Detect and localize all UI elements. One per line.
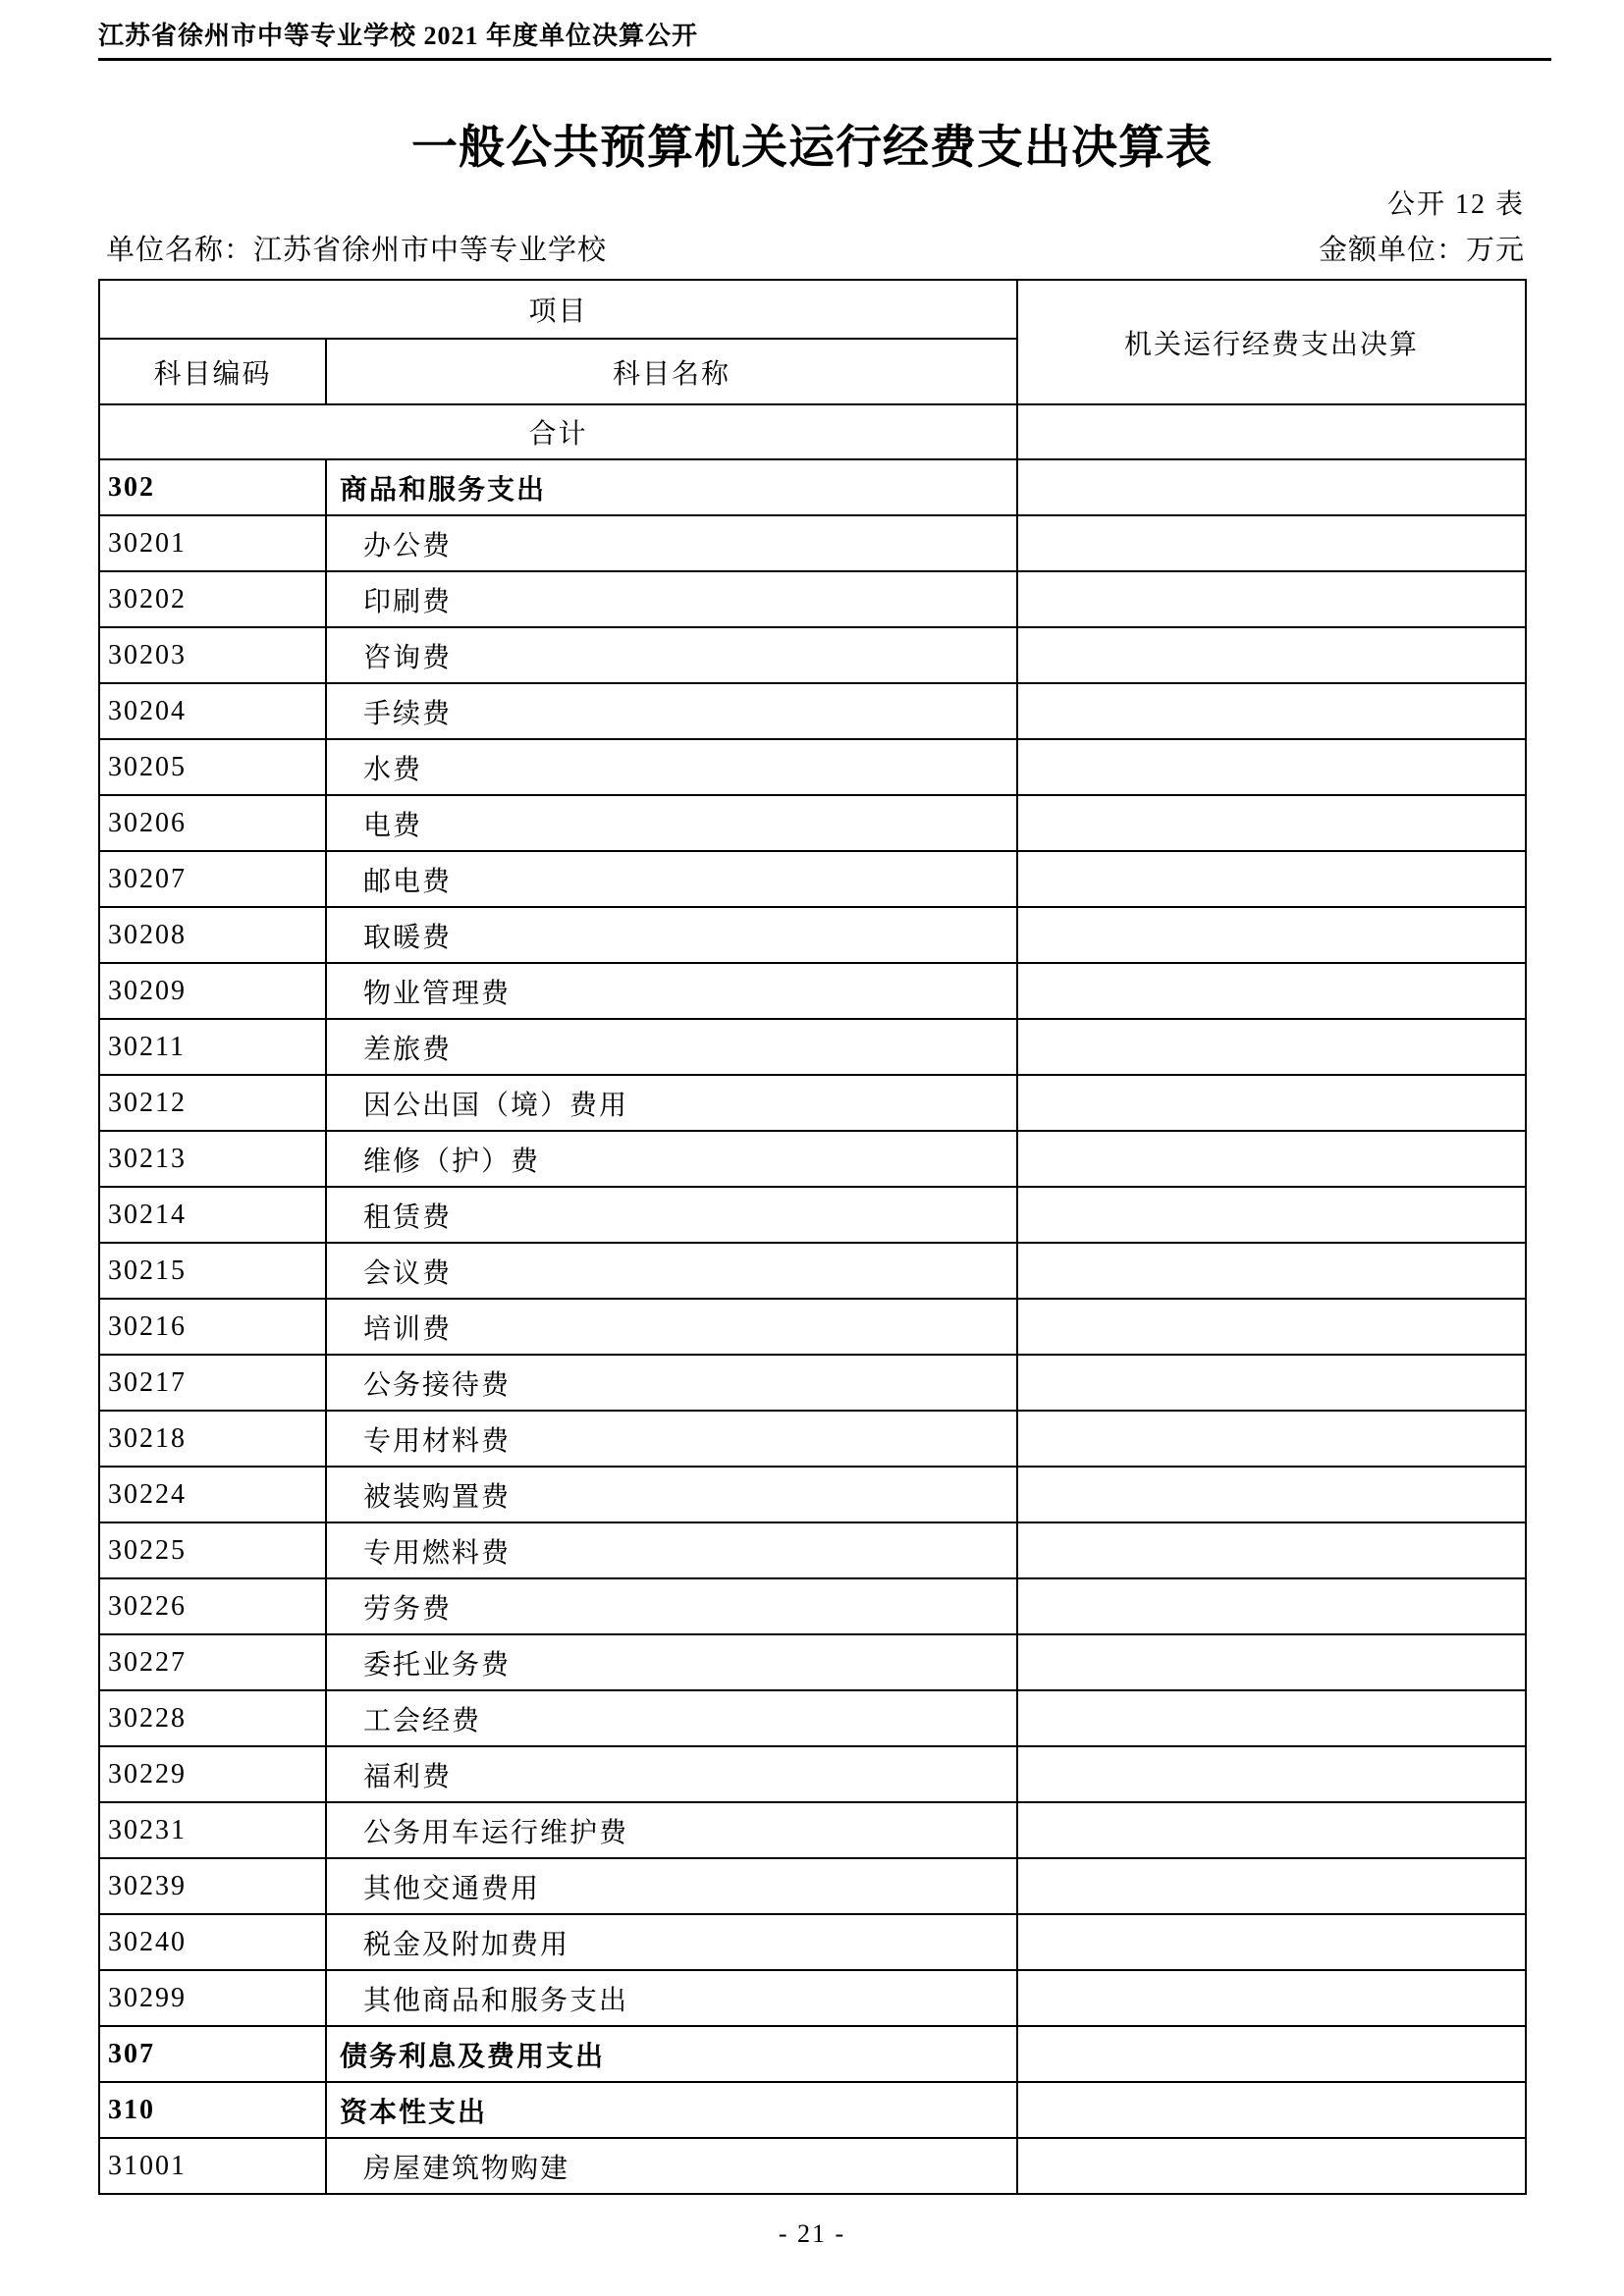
value-cell	[1017, 1131, 1526, 1187]
value-cell	[1017, 1243, 1526, 1299]
meta-row	[106, 234, 1525, 267]
value-cell	[1017, 1355, 1526, 1411]
total-row	[99, 404, 1526, 459]
name-cell: 维修（护）费	[326, 1131, 1017, 1187]
table-row	[99, 1467, 1526, 1522]
table-row	[99, 1914, 1526, 1970]
value-cell	[1017, 2082, 1526, 2138]
code-cell: 30227	[99, 1634, 326, 1690]
value-cell	[1017, 1746, 1526, 1802]
name-cell: 咨询费	[326, 627, 1017, 683]
name-cell: 被装购置费	[326, 1467, 1017, 1522]
code-cell: 30225	[99, 1522, 326, 1578]
table-row	[99, 515, 1526, 571]
code-cell: 30299	[99, 1970, 326, 2026]
name-cell: 专用燃料费	[326, 1522, 1017, 1578]
name-cell: 培训费	[326, 1299, 1017, 1355]
value-cell	[1017, 2138, 1526, 2194]
name-cell: 会议费	[326, 1243, 1017, 1299]
value-cell	[1017, 1802, 1526, 1858]
table-row	[99, 1019, 1526, 1075]
amount-unit-label: 金额单位：万元	[1318, 235, 1525, 266]
table-row	[99, 1802, 1526, 1858]
code-cell: 31001	[99, 2138, 326, 2194]
name-cell: 商品和服务支出	[326, 459, 1017, 515]
code-cell: 30217	[99, 1355, 326, 1411]
name-cell: 税金及附加费用	[326, 1914, 1017, 1970]
table-row	[99, 1411, 1526, 1467]
code-cell: 30231	[99, 1802, 326, 1858]
header-project-cell: 项目	[99, 280, 1017, 339]
value-cell	[1017, 1299, 1526, 1355]
value-cell	[1017, 515, 1526, 571]
table-row	[99, 795, 1526, 851]
code-cell: 30211	[99, 1019, 326, 1075]
table-row	[99, 1075, 1526, 1131]
value-cell	[1017, 2026, 1526, 2082]
table-row	[99, 1299, 1526, 1355]
code-cell: 30213	[99, 1131, 326, 1187]
value-cell	[1017, 1634, 1526, 1690]
name-cell: 公务接待费	[326, 1355, 1017, 1411]
table-row	[99, 851, 1526, 907]
name-cell: 房屋建筑物购建	[326, 2138, 1017, 2194]
unit-name-label: 单位名称：江苏省徐州市中等专业学校	[106, 235, 608, 266]
value-cell	[1017, 1467, 1526, 1522]
code-cell: 30203	[99, 627, 326, 683]
value-cell	[1017, 739, 1526, 795]
page-title: 一般公共预算机关运行经费支出决算表	[411, 123, 1213, 174]
code-cell: 30239	[99, 1858, 326, 1914]
code-cell: 30218	[99, 1411, 326, 1467]
table-row	[99, 1355, 1526, 1411]
value-cell	[1017, 1690, 1526, 1746]
value-cell	[1017, 907, 1526, 963]
header-code-cell: 科目编码	[99, 339, 326, 404]
value-cell	[1017, 1522, 1526, 1578]
table-row	[99, 627, 1526, 683]
value-cell	[1017, 627, 1526, 683]
value-cell	[1017, 1578, 1526, 1634]
name-cell: 债务利息及费用支出	[326, 2026, 1017, 2082]
value-cell	[1017, 1075, 1526, 1131]
table-row	[99, 1690, 1526, 1746]
table-header-row-1	[99, 280, 1526, 339]
table-row	[99, 1634, 1526, 1690]
value-cell	[1017, 683, 1526, 739]
value-cell	[1017, 795, 1526, 851]
total-value-cell	[1017, 404, 1526, 459]
code-cell: 307	[99, 2026, 326, 2082]
value-cell	[1017, 1019, 1526, 1075]
header-value-column-cell: 机关运行经费支出决算	[1017, 280, 1526, 404]
code-cell: 30214	[99, 1187, 326, 1243]
value-cell	[1017, 963, 1526, 1019]
name-cell: 租赁费	[326, 1187, 1017, 1243]
code-cell: 30212	[99, 1075, 326, 1131]
name-cell: 取暖费	[326, 907, 1017, 963]
table-row	[99, 1970, 1526, 2026]
value-cell	[1017, 571, 1526, 627]
value-cell	[1017, 1187, 1526, 1243]
name-cell: 资本性支出	[326, 2082, 1017, 2138]
code-cell: 30229	[99, 1746, 326, 1802]
table-body	[99, 280, 1526, 2194]
name-cell: 水费	[326, 739, 1017, 795]
code-cell: 30224	[99, 1467, 326, 1522]
table-row	[99, 907, 1526, 963]
name-cell: 其他交通费用	[326, 1858, 1017, 1914]
table-row	[99, 1746, 1526, 1802]
name-cell: 电费	[326, 795, 1017, 851]
table-row	[99, 1858, 1526, 1914]
code-cell: 30215	[99, 1243, 326, 1299]
code-cell: 30206	[99, 795, 326, 851]
expense-table	[98, 279, 1527, 2195]
name-cell: 因公出国（境）费用	[326, 1075, 1017, 1131]
table-row	[99, 1187, 1526, 1243]
code-cell: 30240	[99, 1914, 326, 1970]
code-cell: 30207	[99, 851, 326, 907]
value-cell	[1017, 851, 1526, 907]
table-row	[99, 739, 1526, 795]
name-cell: 专用材料费	[326, 1411, 1017, 1467]
value-cell	[1017, 1858, 1526, 1914]
code-cell: 30228	[99, 1690, 326, 1746]
code-cell: 30208	[99, 907, 326, 963]
document-header: 江苏省徐州市中等专业学校 2021 年度单位决算公开	[98, 20, 1551, 61]
table-row	[99, 1522, 1526, 1578]
name-cell: 差旅费	[326, 1019, 1017, 1075]
name-cell: 手续费	[326, 683, 1017, 739]
name-cell: 办公费	[326, 515, 1017, 571]
name-cell: 物业管理费	[326, 963, 1017, 1019]
table-row	[99, 2026, 1526, 2082]
name-cell: 印刷费	[326, 571, 1017, 627]
code-cell: 30226	[99, 1578, 326, 1634]
table-row	[99, 1578, 1526, 1634]
total-label-cell: 合计	[99, 404, 1017, 459]
value-cell	[1017, 1970, 1526, 2026]
name-cell: 公务用车运行维护费	[326, 1802, 1017, 1858]
value-cell	[1017, 1411, 1526, 1467]
table-row	[99, 963, 1526, 1019]
name-cell: 工会经费	[326, 1690, 1017, 1746]
code-cell: 30201	[99, 515, 326, 571]
name-cell: 福利费	[326, 1746, 1017, 1802]
value-cell	[1017, 1914, 1526, 1970]
code-cell: 30202	[99, 571, 326, 627]
code-cell: 30216	[99, 1299, 326, 1355]
table-row	[99, 1243, 1526, 1299]
table-row	[99, 2082, 1526, 2138]
header-name-cell: 科目名称	[326, 339, 1017, 404]
code-cell: 30205	[99, 739, 326, 795]
table-row	[99, 1131, 1526, 1187]
code-cell: 302	[99, 459, 326, 515]
table-number-label: 公开 12 表	[1386, 189, 1525, 220]
name-cell: 委托业务费	[326, 1634, 1017, 1690]
value-cell	[1017, 459, 1526, 515]
code-cell: 30209	[99, 963, 326, 1019]
code-cell: 30204	[99, 683, 326, 739]
name-cell: 邮电费	[326, 851, 1017, 907]
table-row	[99, 2138, 1526, 2194]
name-cell: 其他商品和服务支出	[326, 1970, 1017, 2026]
table-row	[99, 683, 1526, 739]
page-number: - 21 -	[778, 2219, 846, 2248]
name-cell: 劳务费	[326, 1578, 1017, 1634]
table-row	[99, 459, 1526, 515]
table-row	[99, 571, 1526, 627]
code-cell: 310	[99, 2082, 326, 2138]
